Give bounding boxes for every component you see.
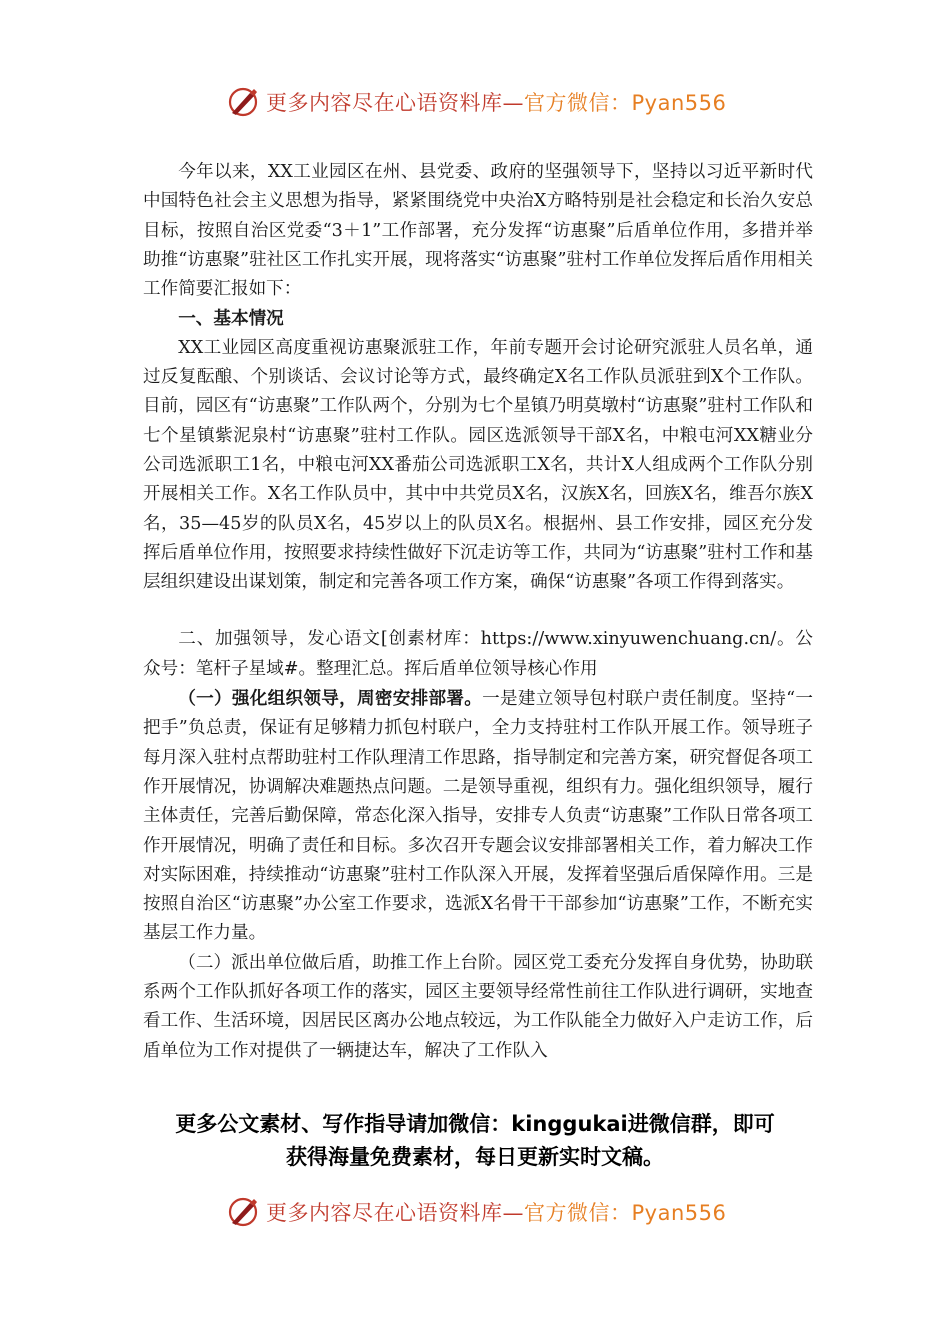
section-1-body: XX工业园区高度重视访惠聚派驻工作，年前专题开会讨论研究派驻人员名单，通过反复酝酿、个别谈话、会议讨论等方式，最终确定X名工作队员派驻到X个工作队。目前，园区有“访惠聚”工作队两个，分别为七个星镇乃明莫墩村“访惠聚”驻村工作队和七个星镇紫泥泉村“访惠聚”驻村工作队。园区选派领导干部X名，中粮屯河XX糖业分公司选派职工1名，中粮屯河XX番茄公司选派职工X名，共计X人组成两个工作队分别开展相关工作。X名工作队员中，其中中共党员X名，汉族X名，回族X名，维吾尔族X名，35—45岁的队员X名，45岁以上的队员X名。根据州、县工作安排，园区充分发挥后盾单位作用，按照要求持续性做好下沉走访等工作，共同为“访惠聚”驻村工作和基层组织建设出谋划策，制定和完善各项工作方案，确保“访惠聚”各项工作得到落实。 (143, 337, 813, 593)
banner-text: 更多内容尽在心语资料库—官方微信：Pyan556 (266, 1201, 727, 1225)
section-1-heading: 一、基本情况 (178, 308, 284, 330)
promo-notice (0, 1108, 950, 1174)
promo-line-1: 更多公文素材、写作指导请加微信：kinggukai进微信群，即可 (175, 1112, 775, 1136)
subsection-1-title: （一）强化组织领导，周密安排部署。 (178, 688, 483, 710)
banner-wechat: 官方微信：Pyan556 (524, 91, 727, 115)
pen-logo-icon (226, 1195, 260, 1229)
promo-line-2: 获得海量免费素材，每日更新实时文稿。 (286, 1145, 664, 1169)
intro-paragraph: 今年以来，XX工业园区在州、县党委、政府的坚强领导下，坚持以习近平新时代中国特色社会主义思想为指导，紧紧围绕党中央治X方略特别是社会稳定和长治久安总目标，按照自治区党委“3＋1”工作部署，充分发挥“访惠聚”后盾单位作用，多措并举助推“访惠聚”驻社区工作扎实开展，现将落实“访惠聚”驻村工作单位发挥后盾作用相关工作简要汇报如下： (143, 162, 813, 300)
header-banner (0, 80, 950, 124)
footer-banner (0, 1190, 950, 1234)
section-2-heading: 二、加强领导，发心语文[创素材库：https://www.xinyuwenchuang.cn/。公众号：笔杆子星域#。整理汇总。挥后盾单位领导核心作用 (143, 629, 813, 679)
banner-text: 更多内容尽在心语资料库—官方微信：Pyan556 (266, 91, 727, 115)
subsection-1-paragraph (143, 684, 813, 949)
document-body (143, 158, 813, 1066)
banner-wechat: 官方微信：Pyan556 (524, 1201, 727, 1225)
subsection-2-paragraph: （二）派出单位做后盾，助推工作上台阶。园区党工委充分发挥自身优势，协助联系两个工作队抓好各项工作的落实，园区主要领导经常性前往工作队进行调研，实地查看工作、生活环境，因居民区离办公地点较远，为工作队能全力做好入户走访工作，后盾单位为工作对提供了一辆捷达车，解决了工作队入 (143, 952, 813, 1061)
subsection-1-body: 一是建立领导包村联户责任制度。坚持“一把手”负总责，保证有足够精力抓包村联户，全力支持驻村工作队开展工作。领导班子每月深入驻村点帮助驻村工作队理清工作思路，指导制定和完善方案，研究督促各项工作开展情况，协调解决难题热点问题。二是领导重视，组织有力。强化组织领导，履行主体责任，完善后勤保障，常态化深入指导，安排专人负责“访惠聚”工作队日常各项工作开展情况，明确了责任和目标。多次召开专题会议安排部署相关工作，着力解决工作对实际困难，持续推动“访惠聚”驻村工作队深入开展，发挥着坚强后盾保障作用。三是按照自治区“访惠聚”办公室工作要求，选派X名骨干干部参加“访惠聚”工作，不断充实基层工作力量。 (143, 689, 813, 944)
pen-logo-icon (226, 85, 260, 119)
